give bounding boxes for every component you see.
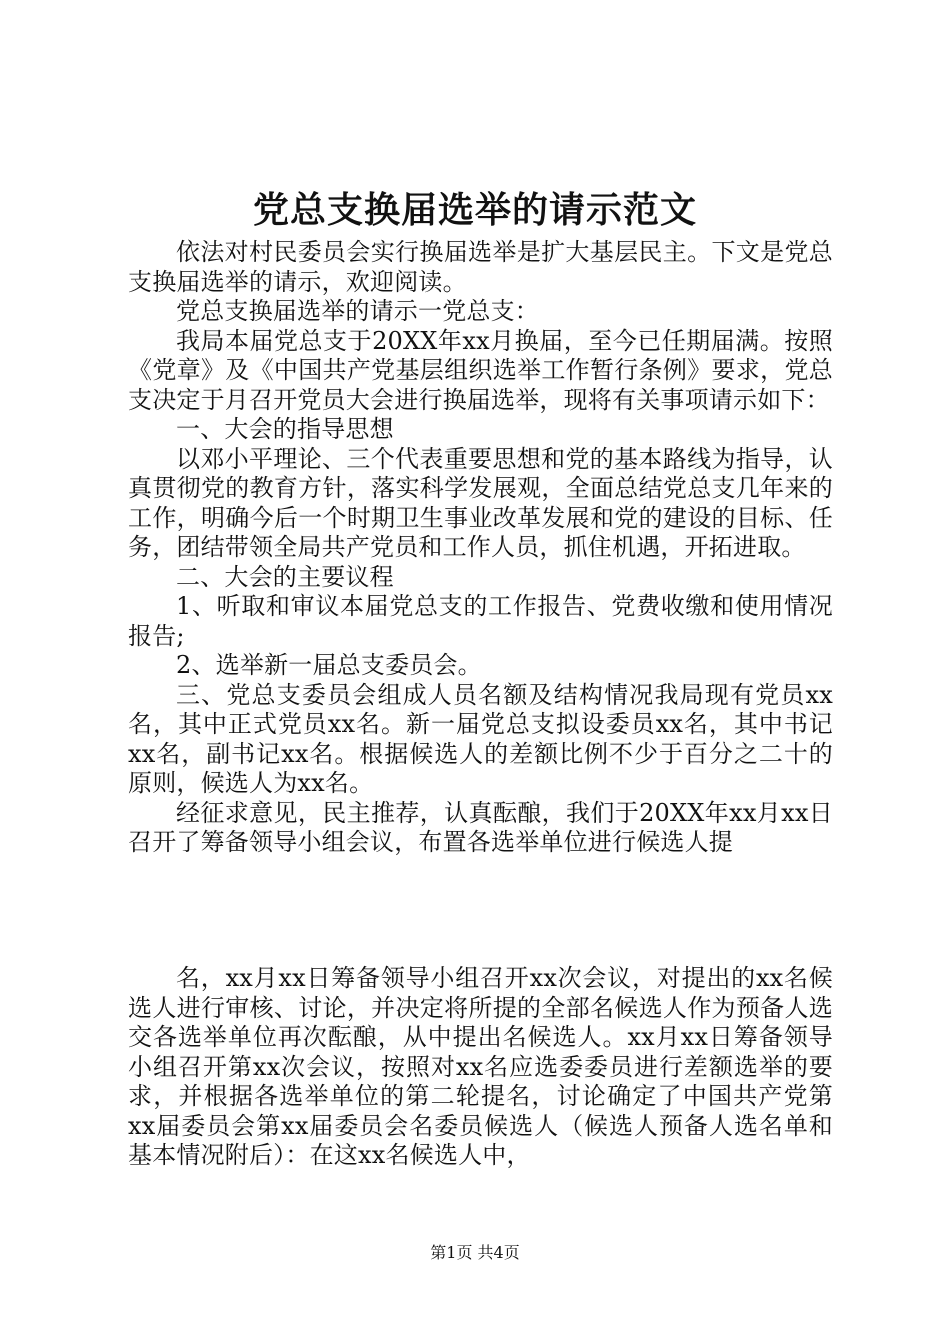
paragraph-agenda-item-1: 1、听取和审议本届党总支的工作报告、党费收缴和使用情况报告; — [128, 592, 833, 650]
paragraph-nomination-start: 经征求意见，民主推荐，认真酝酿，我们于20XX年xx月xx日召开了筹备领导小组会议，布置各选举单位进行候选人提 — [128, 798, 833, 856]
paragraph-guiding-thought: 以邓小平理论、三个代表重要思想和党的基本路线为指导，认真贯彻党的教育方针，落实科学发展观，全面总结党总支几年来的工作，明确今后一个时期卫生事业改革发展和党的建设的目标、任务，团结带领全局共产党员和工作人员，抓住机遇，开拓进取。 — [128, 444, 833, 561]
page-number-footer: 第1页 共4页 — [430, 1243, 520, 1262]
paragraph-salutation: 党总支换届选举的请示一党总支： — [176, 297, 539, 325]
heading-agenda: 二、大会的主要议程 — [176, 562, 394, 591]
paragraph-intro: 依法对村民委员会实行换届选举是扩大基层民主。下文是党总支换届选举的请示，欢迎阅读。 — [128, 238, 833, 296]
document-body-lower — [128, 964, 833, 1171]
paragraph-committee-composition: 三、党总支委员会组成人员名额及结构情况我局现有党员xx名，其中正式党员xx名。新一届党总支拟设委员xx名，其中书记xx名，副书记xx名。根据候选人的差额比例不少于百分之二十的原则，候选人为xx名。 — [128, 680, 833, 797]
paragraph-nomination-continued: 名，xx月xx日筹备领导小组召开xx次会议，对提出的xx名候选人进行审核、讨论，并决定将所提的全部名候选人作为预备人选交各选举单位再次酝酿，从中提出名候选人。xx月xx日筹备领导小组召开第xx次会议，按照对xx名应选委委员进行差额选举的要求，并根据各选举单位的第二轮提名，讨论确定了中国共产党第xx届委员会第xx届委员会名委员候选人（候选人预备人选名单和基本情况附后）：在这xx名候选人中， — [128, 964, 833, 1169]
paragraph-request: 我局本届党总支于20XX年xx月换届，至今已任期届满。按照《党章》及《中国共产党基层组织选举工作暂行条例》要求，党总支决定于月召开党员大会进行换届选举，现将有关事项请示如下： — [128, 326, 833, 414]
heading-guiding-thought: 一、大会的指导思想 — [176, 415, 394, 443]
document-body-upper — [128, 238, 833, 858]
document-title: 党总支换届选举的请示范文 — [252, 189, 697, 231]
paragraph-agenda-item-2: 2、选举新一届总支委员会。 — [176, 651, 482, 679]
